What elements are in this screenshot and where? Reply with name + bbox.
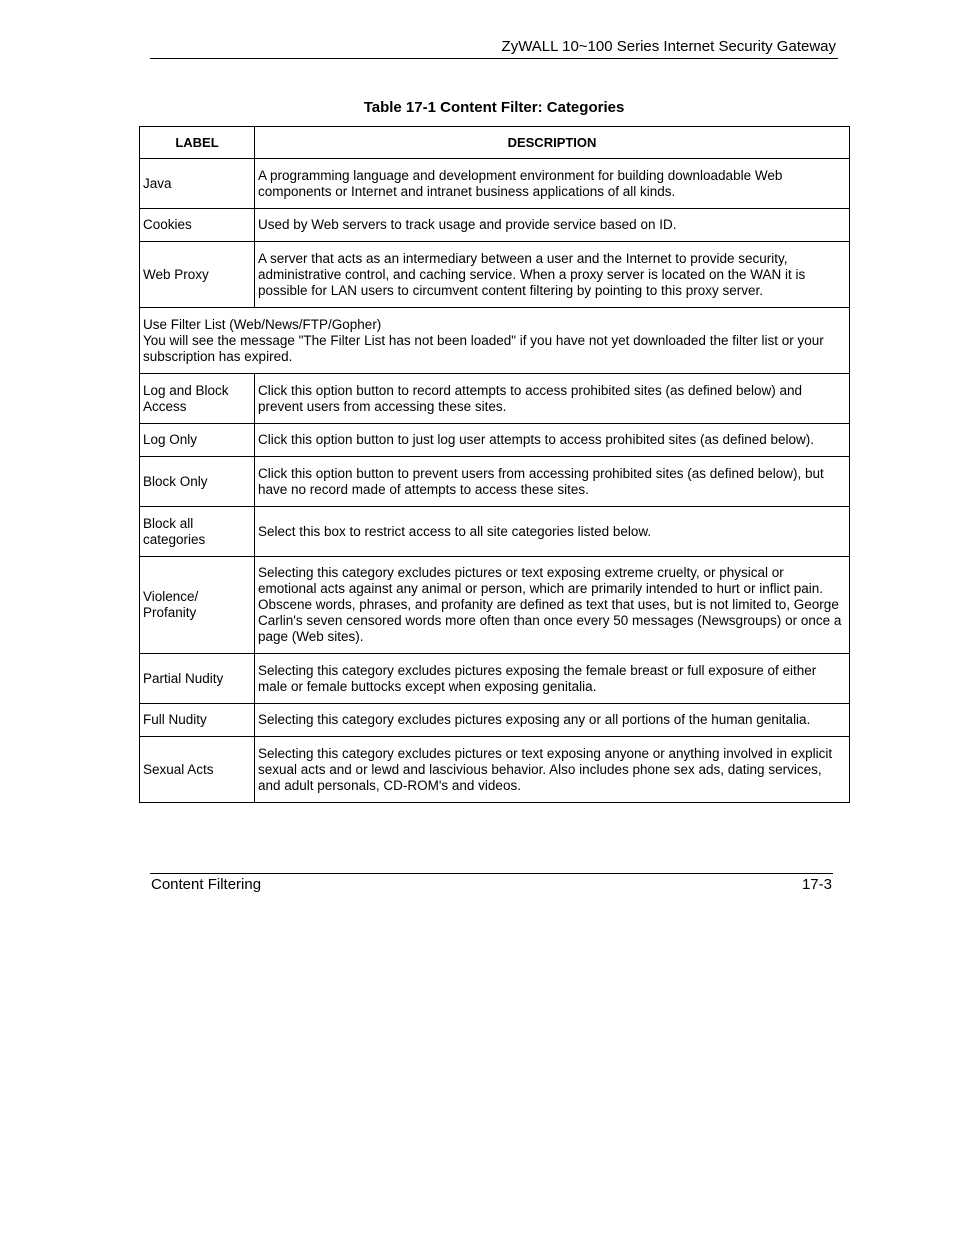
table-caption: Table 17-1 Content Filter: Categories [363, 99, 625, 116]
header-rule [150, 58, 838, 59]
table-row [140, 424, 850, 457]
row-label: Full Nudity [140, 704, 255, 737]
row-label: Partial Nudity [140, 654, 255, 704]
categories-table [139, 126, 850, 803]
row-description: Selecting this category excludes pictures or text exposing anyone or anything involved in explicit sexual acts and or lewd and lascivious behavior. Also includes phone sex ads, dating services, and adult personals, CD-ROM's and videos. [255, 737, 850, 803]
row-label: Java [140, 159, 255, 209]
row-description: Select this box to restrict access to all site categories listed below. [255, 507, 850, 557]
table-row [140, 507, 850, 557]
filter-list-heading: Use Filter List (Web/News/FTP/Gopher) [143, 316, 382, 332]
table-row [140, 737, 850, 803]
row-description: A server that acts as an intermediary between a user and the Internet to provide security, administrative control, and caching service. When a proxy server is located on the WAN it is possible for LAN users to circumvent content filtering by pointing to this proxy server. [255, 242, 850, 308]
row-description: Click this option button to prevent users from accessing prohibited sites (as defined below), but have no record made of attempts to access these sites. [255, 457, 850, 507]
row-description: Selecting this category excludes pictures exposing any or all portions of the human genitalia. [255, 704, 850, 737]
table-row [140, 654, 850, 704]
table-row [140, 457, 850, 507]
table-row [140, 159, 850, 209]
row-description: Selecting this category excludes pictures or text exposing extreme cruelty, or physical or emotional acts against any animal or person, which are primarily intended to hurt or inflict pain. Obscene words, phrases, and profanity are defined as text that uses, but is not limited to, George Carlin's seven censored words more often than once every 50 messages (Newsgroups) or once a page (Web sites). [255, 557, 850, 654]
table-row [140, 242, 850, 308]
row-description: Used by Web servers to track usage and provide service based on ID. [255, 209, 850, 242]
row-description: Click this option button to record attempts to access prohibited sites (as defined below) and prevent users from accessing these sites. [255, 374, 850, 424]
filter-list-message: You will see the message "The Filter List has not been loaded" if you have not yet downloaded the filter list or your subscription has expired. [143, 332, 824, 364]
row-label: Log and Block Access [140, 374, 255, 424]
row-description: Click this option button to just log user attempts to access prohibited sites (as defined below). [255, 424, 850, 457]
section-row [140, 308, 850, 374]
column-header-description: DESCRIPTION [255, 127, 850, 159]
row-label: Sexual Acts [140, 737, 255, 803]
filter-list-note [140, 308, 850, 374]
row-label: Block all categories [140, 507, 255, 557]
running-header: ZyWALL 10~100 Series Internet Security Gateway [501, 38, 836, 55]
page-number: 17-3 [801, 876, 832, 893]
table-row [140, 704, 850, 737]
row-label: Cookies [140, 209, 255, 242]
row-label: Block Only [140, 457, 255, 507]
table-row [140, 209, 850, 242]
table-row [140, 557, 850, 654]
footer-section-title: Content Filtering [151, 876, 262, 893]
column-header-label: LABEL [140, 127, 255, 159]
row-description: Selecting this category excludes pictures exposing the female breast or full exposure of either male or female buttocks except when exposing genitalia. [255, 654, 850, 704]
footer-rule [150, 873, 833, 874]
row-description: A programming language and development environment for building downloadable Web components or Internet and intranet business applications of all kinds. [255, 159, 850, 209]
table-header-row [140, 127, 850, 159]
row-label: Web Proxy [140, 242, 255, 308]
row-label: Log Only [140, 424, 255, 457]
table-row [140, 374, 850, 424]
row-label: Violence/ Profanity [140, 557, 255, 654]
